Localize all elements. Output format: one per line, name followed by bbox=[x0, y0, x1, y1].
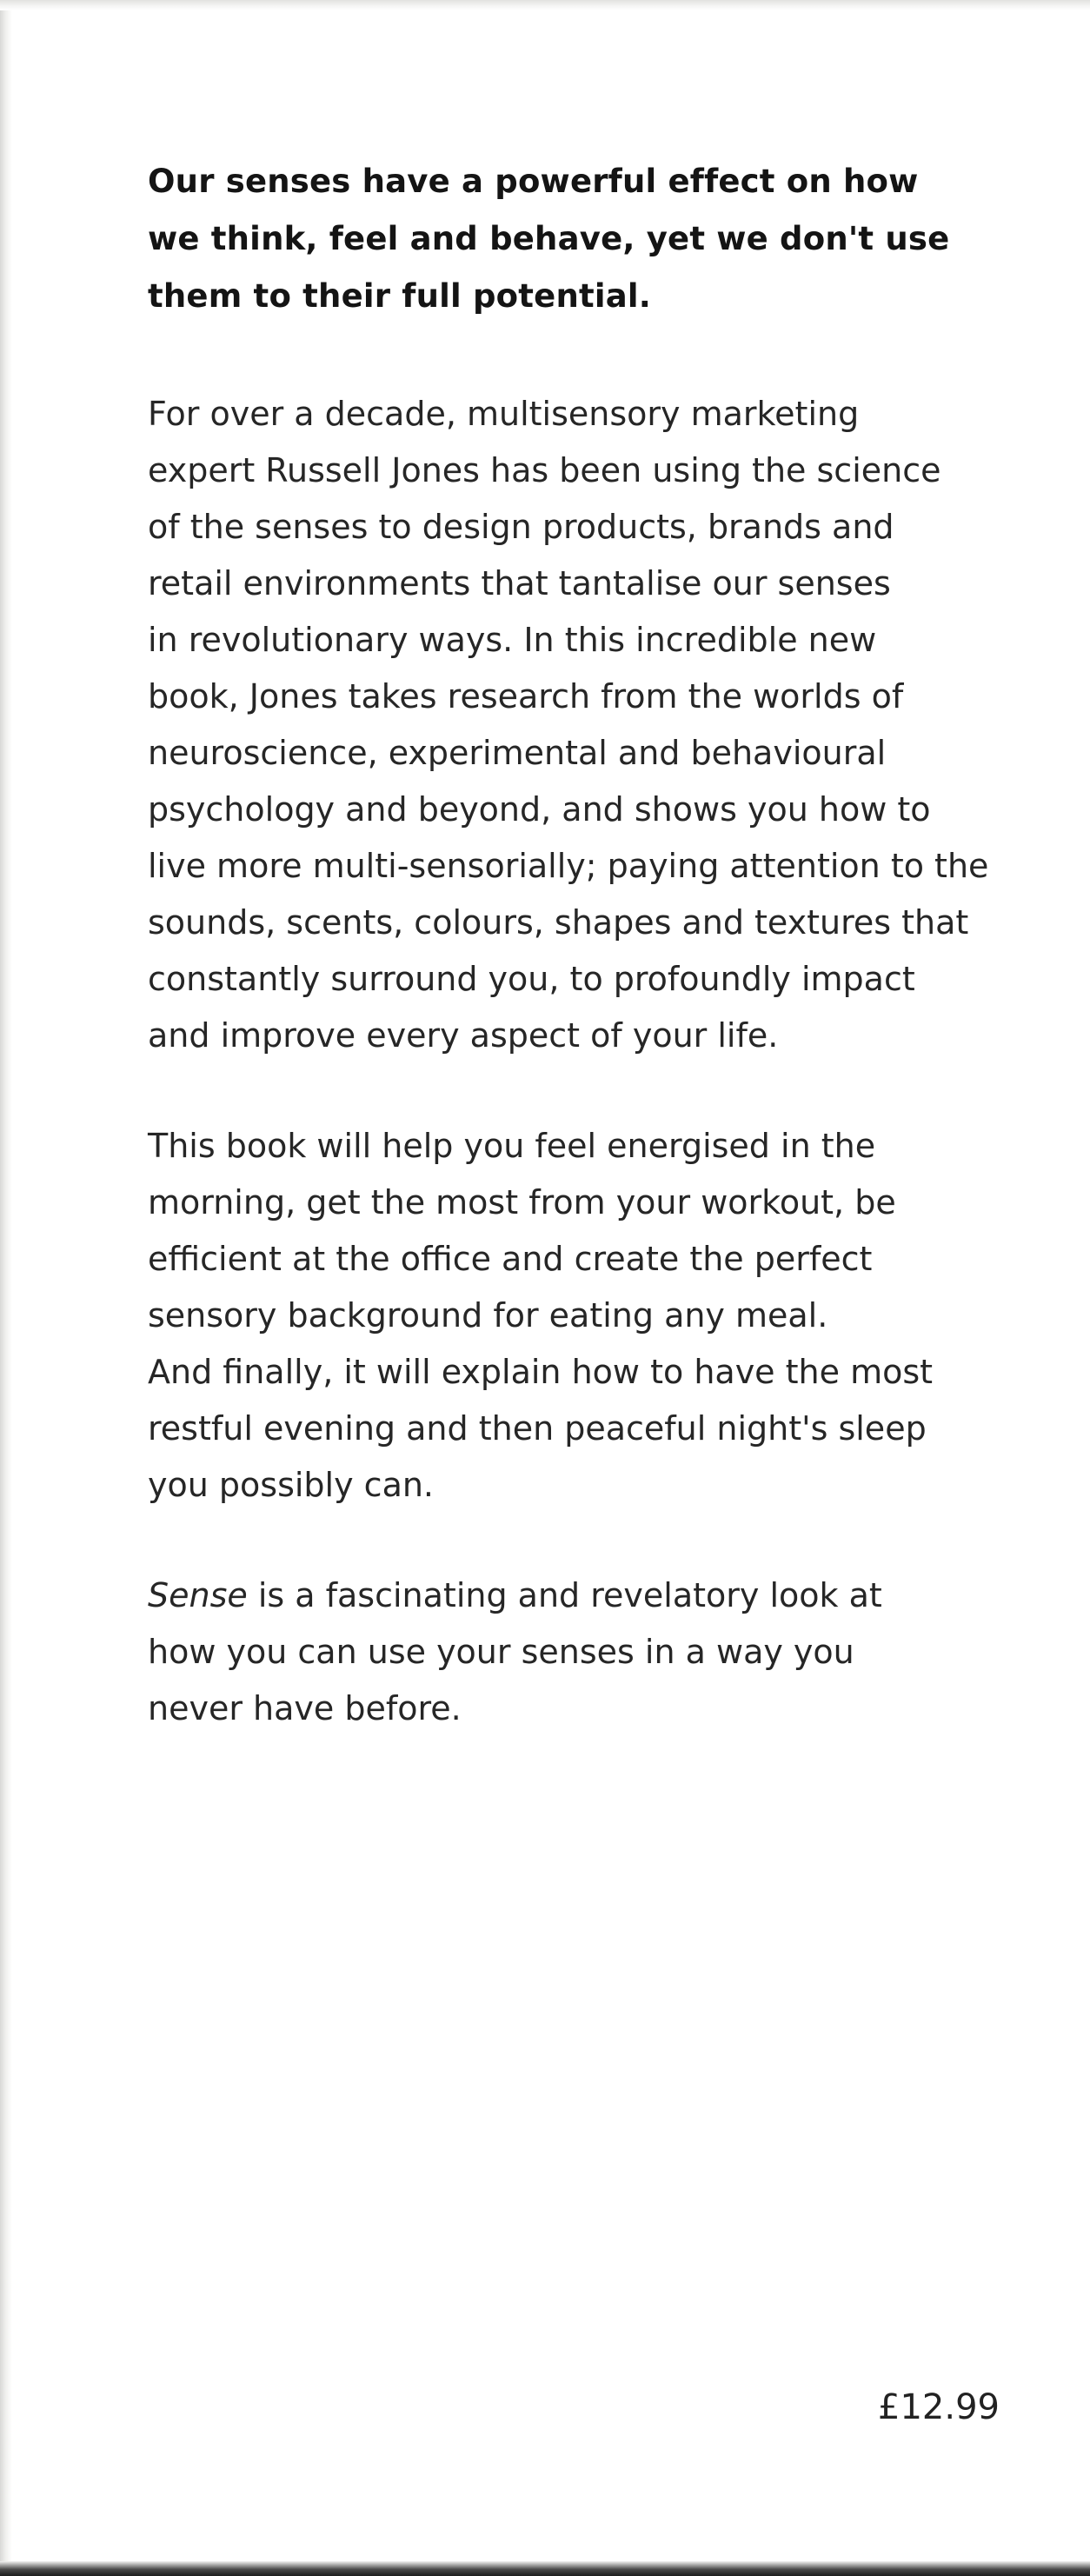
page-bottom-edge bbox=[0, 2561, 1090, 2576]
paragraph-line bbox=[148, 1568, 1017, 1624]
paragraph-line: how you can use your senses in a way you bbox=[148, 1633, 854, 1671]
paragraph-line: never have before. bbox=[148, 1689, 462, 1727]
paragraph-line: sensory background for eating any meal. bbox=[148, 1296, 828, 1335]
paragraph-line: retail environments that tantalise our senses bbox=[148, 564, 891, 602]
paragraph-line: and improve every aspect of your life. bbox=[148, 1016, 779, 1055]
paragraph-about-author bbox=[148, 386, 1017, 1064]
paragraph-closing bbox=[148, 1568, 1017, 1737]
page-top-edge-shadow bbox=[0, 0, 1090, 10]
book-title-italic: Sense bbox=[148, 1576, 248, 1614]
paragraph-line: expert Russell Jones has been using the science bbox=[148, 451, 941, 489]
paragraph-line: restful evening and then peaceful night's sleep bbox=[148, 1409, 927, 1448]
paragraph-line: efficient at the office and create the perfect bbox=[148, 1240, 873, 1278]
paragraph-line: in revolutionary ways. In this incredible new bbox=[148, 621, 877, 659]
blurb-text bbox=[148, 153, 1017, 1791]
paragraph-line: For over a decade, multisensory marketing bbox=[148, 395, 860, 433]
lead-statement bbox=[148, 153, 1017, 325]
page-left-edge-shadow bbox=[0, 0, 12, 2576]
paragraph-line: sounds, scents, colours, shapes and textures that bbox=[148, 903, 969, 942]
paragraph-line: This book will help you feel energised in the bbox=[148, 1127, 876, 1165]
paragraph-line: morning, get the most from your workout, be bbox=[148, 1183, 896, 1221]
lead-line: we think, feel and behave, yet we don't use bbox=[148, 220, 950, 257]
paragraph-line: neuroscience, experimental and behavioural bbox=[148, 734, 887, 772]
price-label: £12.99 bbox=[878, 2387, 1000, 2427]
paragraph-line: constantly surround you, to profoundly impact bbox=[148, 960, 915, 998]
lead-line: them to their full potential. bbox=[148, 277, 652, 315]
paragraph-line: psychology and beyond, and shows you how to bbox=[148, 790, 931, 829]
paragraph-line: book, Jones takes research from the worlds of bbox=[148, 677, 904, 716]
paragraph-line: you possibly can. bbox=[148, 1466, 435, 1504]
paragraph-line: live more multi-sensorially; paying attention to the bbox=[148, 847, 989, 885]
paragraph-line: of the senses to design products, brands and bbox=[148, 508, 894, 546]
paragraph-benefits bbox=[148, 1118, 1017, 1514]
lead-line: Our senses have a powerful effect on how bbox=[148, 163, 919, 200]
paragraph-line: And finally, it will explain how to have the most bbox=[148, 1353, 934, 1391]
paragraph-line-rest: is a fascinating and revelatory look at bbox=[247, 1576, 882, 1614]
